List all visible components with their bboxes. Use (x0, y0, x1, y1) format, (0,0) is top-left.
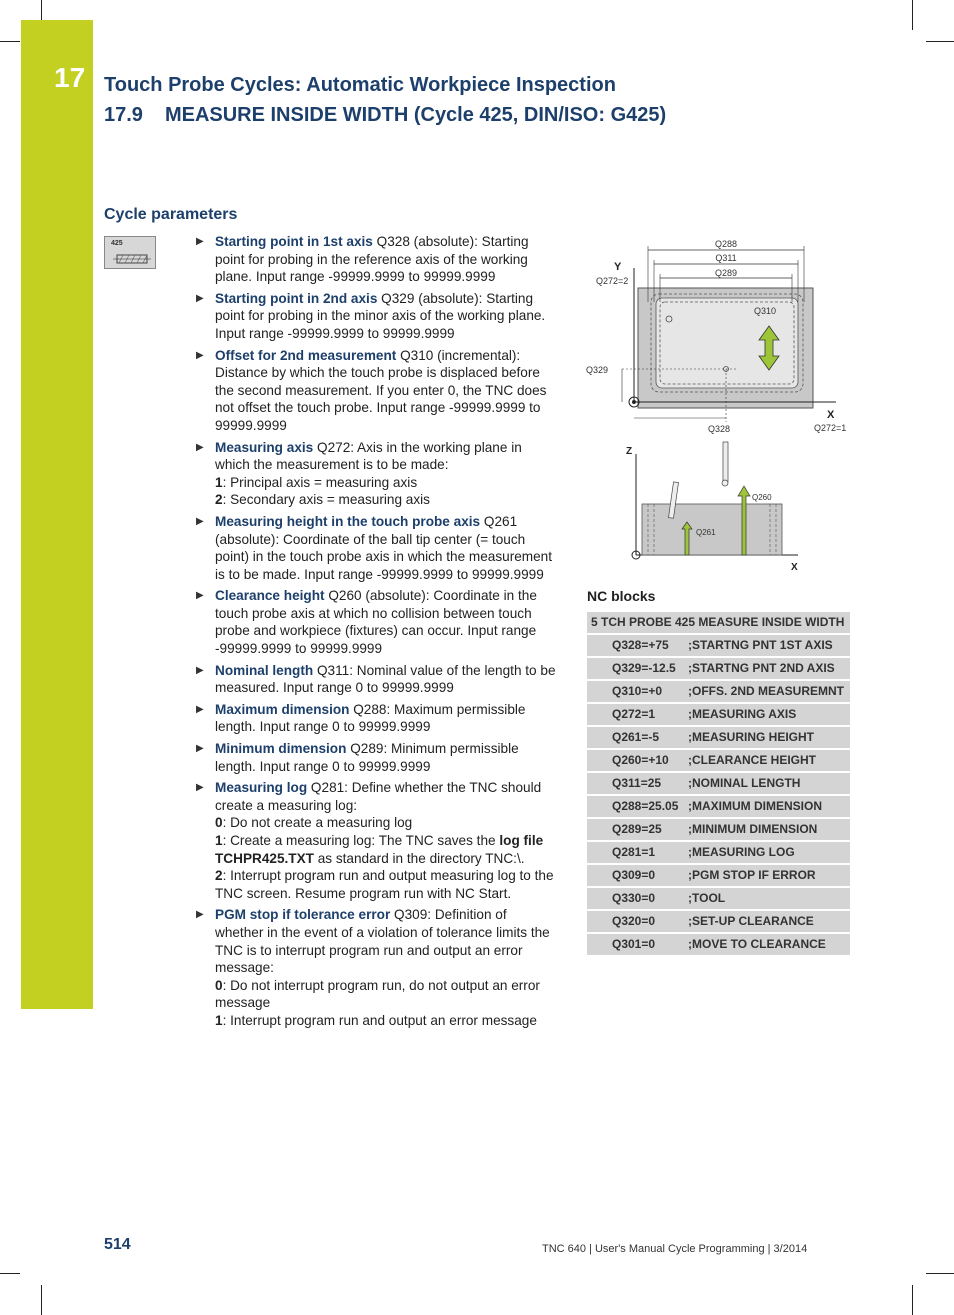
nc-param: Q301=0 (587, 934, 685, 955)
param-option: 1: Create a measuring log: The TNC saves the log file TCHPR425.TXT as standard in the directory TNC:\. (215, 833, 544, 866)
touch-probe-2 (723, 442, 728, 482)
bullet-arrow-icon: ▶ (196, 590, 204, 602)
section-title: MEASURE INSIDE WIDTH (Cycle 425, DIN/ISO: G425) (164, 104, 667, 126)
crop-mark (0, 41, 20, 42)
table-row (587, 681, 850, 702)
axis-y-label: Y (614, 261, 622, 273)
bullet-arrow-icon: ▶ (196, 292, 204, 304)
crop-mark (926, 1273, 954, 1274)
nc-param: Q260=+10 (587, 750, 685, 771)
chapter-title: Touch Probe Cycles: Automatic Workpiece Inspection (104, 74, 616, 96)
param-desc: Q260 (absolute): Coordinate in the touch probe axis at which no collision between touch probe and workpiece (fixtures) can occur. Input range -99999.9999 to 99999.9999 (215, 588, 537, 657)
label-q260: Q260 (752, 493, 772, 502)
nc-param: Q289=25 (587, 819, 685, 840)
axis-z-label: Z (626, 446, 633, 457)
axis-x2-label: X (791, 562, 798, 573)
param-item (196, 347, 558, 435)
inner-slot (656, 298, 798, 388)
table-row (587, 750, 850, 771)
param-desc: Q329 (absolute): Starting point for probing in the minor axis of the working plane. Input range -99999.9999 to 99999.9999 (215, 290, 546, 341)
nc-comment: ;MOVE TO CLEARANCE (685, 934, 850, 955)
nc-param: Q261=-5 (587, 727, 685, 748)
crop-mark (912, 1285, 913, 1315)
nc-blocks-title: NC blocks (587, 588, 656, 604)
param-name: PGM stop if tolerance error (215, 907, 391, 923)
bullet-arrow-icon: ▶ (196, 703, 204, 715)
param-item (196, 290, 558, 343)
nc-param: Q330=0 (587, 888, 685, 909)
nc-param: Q329=-12.5 (587, 658, 685, 679)
cycle-parameters-title: Cycle parameters (104, 206, 238, 223)
chapter-number: 17 (54, 62, 86, 93)
param-name: Measuring axis (215, 439, 314, 455)
nc-param: Q311=25 (587, 773, 685, 794)
param-name: Clearance height (215, 588, 325, 604)
table-row (587, 704, 850, 725)
param-desc: Q309: Definition of whether in the event of a violation of tolerance limits the TNC is to interrupt program run and output an error message: (215, 907, 550, 976)
bullet-arrow-icon: ▶ (196, 664, 204, 676)
nc-comment: ;TOOL (685, 888, 850, 909)
param-name: Measuring log (215, 780, 308, 796)
param-item (196, 701, 558, 736)
nc-header: 5 TCH PROBE 425 MEASURE INSIDE WIDTH (587, 612, 850, 633)
param-name: Maximum dimension (215, 701, 350, 717)
label-q261: Q261 (696, 528, 716, 537)
param-name: Minimum dimension (215, 741, 347, 757)
nc-comment: ;STARTNG PNT 2ND AXIS (685, 658, 850, 679)
label-q272-1: Q272=1 (814, 423, 847, 433)
table-row (587, 911, 850, 932)
param-item (196, 662, 558, 697)
label-q328: Q328 (708, 424, 731, 434)
param-option: 1: Interrupt program run and output an error message (215, 1012, 537, 1028)
param-option: 0: Do not create a measuring log (215, 815, 413, 831)
footer-text: TNC 640 | User's Manual Cycle Programming | 3/2014 (542, 1243, 808, 1255)
label-q311: Q311 (715, 253, 737, 263)
param-item (196, 439, 558, 509)
param-option: 1: Principal axis = measuring axis (215, 474, 418, 490)
nc-param: Q281=1 (587, 842, 685, 863)
cycle-425-softkey (104, 236, 156, 269)
nc-param: Q288=25.05 (587, 796, 685, 817)
param-item (196, 740, 558, 775)
nc-comment: ;NOMINAL LENGTH (685, 773, 850, 794)
table-row (587, 727, 850, 748)
section-number: 17.9 (104, 104, 143, 126)
param-name: Offset for 2nd measurement (215, 347, 397, 363)
table-row (587, 612, 850, 633)
nc-comment: ;MEASURING AXIS (685, 704, 850, 725)
param-desc: Q311: Nominal value of the length to be measured. Input range 0 to 99999.9999 (215, 662, 556, 696)
param-item (196, 513, 558, 583)
nc-comment: ;MEASURING LOG (685, 842, 850, 863)
param-desc: Q288: Maximum permissible length. Input range 0 to 99999.9999 (215, 701, 526, 735)
nc-param: Q320=0 (587, 911, 685, 932)
label-q272-2: Q272=2 (596, 276, 629, 286)
param-desc: Q328 (absolute): Starting point for probing in the reference axis of the working plane. Input range -99999.9999 to 99999.9999 (215, 234, 529, 285)
softkey-label: 425 (111, 240, 123, 247)
crop-mark (926, 41, 954, 42)
nc-comment: ;MEASURING HEIGHT (685, 727, 850, 748)
table-row (587, 865, 850, 886)
bullet-arrow-icon: ▶ (196, 236, 204, 247)
table-row (587, 773, 850, 794)
nc-comment: ;OFFS. 2ND MEASUREMNT (685, 681, 850, 702)
chapter-sidebar (21, 20, 93, 1009)
nc-comment: ;STARTNG PNT 1ST AXIS (685, 635, 850, 656)
label-q329: Q329 (586, 365, 609, 375)
param-name: Starting point in 1st axis (215, 234, 373, 249)
page-number: 514 (104, 1236, 131, 1253)
nc-blocks-table (587, 610, 850, 957)
axis-x-label: X (827, 409, 835, 421)
bullet-arrow-icon: ▶ (196, 349, 204, 361)
nc-comment: ;PGM STOP IF ERROR (685, 865, 850, 886)
softkey-graphic-icon (105, 237, 157, 270)
param-desc: Q261 (absolute): Coordinate of the ball tip center (= touch point) in the touch probe axis in which the measurement is to be made. Input range -99999.9999 to 99999.9999 (215, 513, 553, 582)
nc-param: Q309=0 (587, 865, 685, 886)
param-option: 0: Do not interrupt program run, do not output an error message (215, 977, 540, 1011)
nc-comment: ;CLEARANCE HEIGHT (685, 750, 850, 771)
nc-param: Q310=+0 (587, 681, 685, 702)
param-name: Starting point in 2nd axis (215, 290, 378, 306)
param-item (196, 906, 558, 1029)
section-heading (104, 104, 666, 127)
table-row (587, 842, 850, 863)
table-row (587, 819, 850, 840)
param-name: Nominal length (215, 662, 314, 678)
nc-comment: ;SET-UP CLEARANCE (685, 911, 850, 932)
bullet-arrow-icon: ▶ (196, 743, 204, 755)
param-desc: Q281: Define whether the TNC should create a measuring log: (215, 780, 542, 813)
table-row (587, 658, 850, 679)
param-item (196, 779, 558, 902)
label-q310: Q310 (754, 306, 777, 316)
param-desc: Q272: Axis in the working plane in which the measurement is to be made: (215, 439, 522, 473)
crop-mark (912, 0, 913, 30)
label-q288: Q288 (714, 239, 738, 249)
param-option: 2: Secondary axis = measuring axis (215, 492, 430, 508)
nc-comment: ;MAXIMUM DIMENSION (685, 796, 850, 817)
bullet-arrow-icon: ▶ (196, 909, 204, 921)
bullet-arrow-icon: ▶ (196, 441, 204, 453)
nc-comment: ;MINIMUM DIMENSION (685, 819, 850, 840)
param-desc: Q310 (incremental): Distance by which the touch probe is displaced before the second measurement. If you enter 0, the TNC does not offset the touch probe. Input range -99999.9999 to 99999.9999 (215, 347, 547, 433)
param-item (196, 587, 558, 657)
param-name: Measuring height in the touch probe axis (215, 513, 481, 529)
crop-mark (0, 1273, 20, 1274)
param-item (196, 233, 558, 286)
bullet-arrow-icon: ▶ (196, 782, 204, 794)
bullet-arrow-icon: ▶ (196, 515, 204, 527)
nc-param: Q328=+75 (587, 635, 685, 656)
table-row (587, 635, 850, 656)
table-row (587, 796, 850, 817)
crop-mark (41, 1285, 42, 1315)
table-row (587, 888, 850, 909)
nc-param: Q272=1 (587, 704, 685, 725)
table-row (587, 934, 850, 955)
label-q289: Q289 (714, 268, 738, 278)
param-option: 2: Interrupt program run and output measuring log to the TNC screen. Resume program run with NC Start. (215, 868, 554, 901)
param-desc: Q289: Minimum permissible length. Input range 0 to 99999.9999 (215, 741, 519, 774)
cycle-diagram (586, 232, 856, 577)
crop-mark (41, 0, 42, 20)
parameter-list (196, 233, 558, 1034)
